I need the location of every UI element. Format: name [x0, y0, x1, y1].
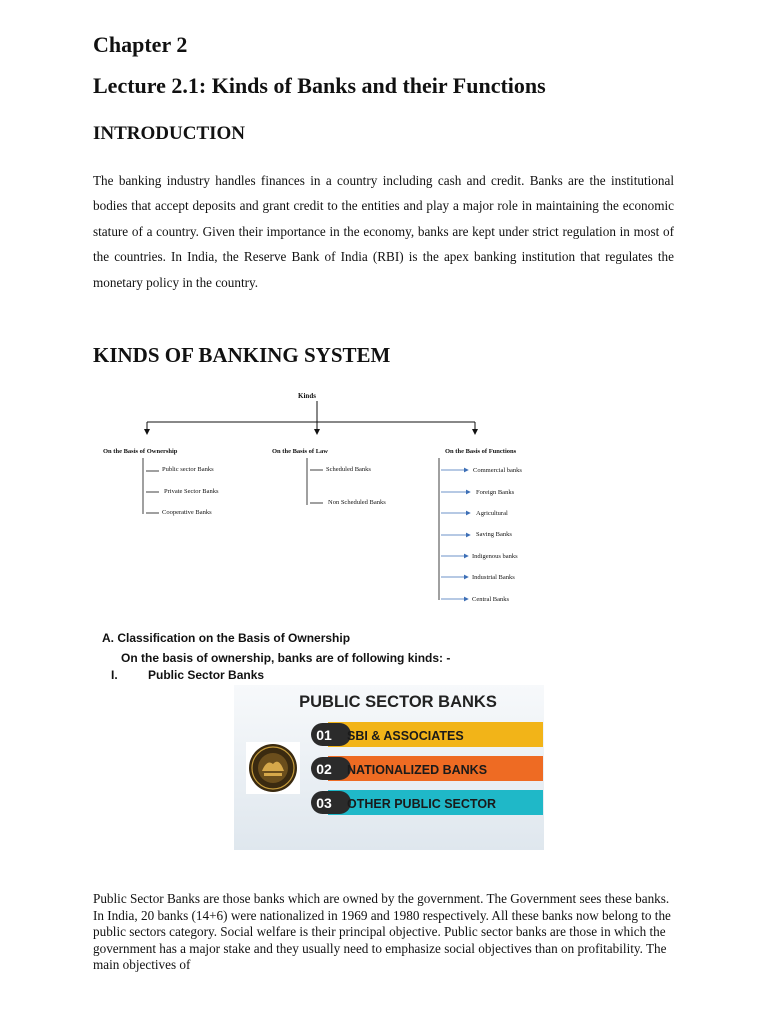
- psb-row-2-label: NATIONALIZED BANKS: [347, 763, 488, 777]
- classification-a-item-title: Public Sector Banks: [148, 668, 265, 682]
- kinds-heading: KINDS OF BANKING SYSTEM: [93, 343, 391, 367]
- classification-a-subtitle: On the basis of ownership, banks are of following kinds: -: [121, 651, 451, 665]
- diagram-item-foreign: Foreign Banks: [476, 489, 515, 496]
- classification-a-heading: A. Classification on the Basis of Ownership: [102, 631, 351, 645]
- psb-row-3-label: OTHER PUBLIC SECTOR: [347, 797, 497, 811]
- public-sector-banks-paragraph: Public Sector Banks are those banks which are owned by the government. The Government sees these banks. In India, 20 banks (14+6) were nationalized in 1969 and 1980 respectively. All these banks now belong to the public sectors category. Social welfare is their principal objective. Public sector banks are those in which the government has a major stake and they usually need to emphasize social objectives than on profitability. The main objectives of: [93, 891, 671, 973]
- diagram-item-cooperative: Cooperative Banks: [162, 509, 212, 516]
- public-sector-banks-graphic: [234, 685, 544, 850]
- diagram-branch-ownership: On the Basis of Ownership: [103, 448, 178, 455]
- introduction-heading: INTRODUCTION: [93, 123, 246, 144]
- psb-row-1-number: 01: [316, 727, 332, 743]
- diagram-item-non-scheduled: Non Scheduled Banks: [328, 499, 386, 506]
- lecture-heading: Lecture 2.1: Kinds of Banks and their Functions: [93, 73, 546, 98]
- chapter-heading: Chapter 2: [93, 32, 188, 57]
- psb-row-2-number: 02: [316, 761, 332, 777]
- diagram-branch-functions: On the Basis of Functions: [445, 448, 517, 455]
- diagram-item-public-sector: Public sector Banks: [162, 466, 214, 473]
- banking-kinds-diagram: [92, 384, 540, 606]
- introduction-paragraph: The banking industry handles finances in a country including cash and credit. Banks are the institutional bodies that accept deposits and grant credit to the entities and play a major role in maintaining the economic stature of a country. Given their importance in the economy, banks are kept under strict regulation in most of the countries. In India, the Reserve Bank of India (RBI) is the apex banking institution that regulates the monetary policy in the country.: [93, 173, 674, 290]
- diagram-branch-law: On the Basis of Law: [272, 448, 328, 455]
- diagram-item-central: Central Banks: [472, 596, 510, 603]
- diagram-item-scheduled: Scheduled Banks: [326, 466, 371, 473]
- rbi-emblem-icon: [246, 742, 300, 794]
- psb-row-3-number: 03: [316, 795, 332, 811]
- classification-a-item-number: I.: [111, 668, 118, 682]
- diagram-item-indigenous: Indigenous banks: [472, 553, 518, 560]
- psb-graphic-title: PUBLIC SECTOR BANKS: [299, 693, 497, 711]
- diagram-item-agricultural: Agricultural: [476, 510, 508, 517]
- diagram-item-industrial: Industrial Banks: [472, 574, 515, 581]
- diagram-item-commercial: Commercial banks: [473, 467, 522, 474]
- psb-row-1-label: SBI & ASSOCIATES: [347, 729, 464, 743]
- diagram-item-private-sector: Private Sector Banks: [164, 488, 219, 495]
- diagram-root-label: Kinds: [298, 392, 316, 400]
- diagram-item-saving: Saving Banks: [476, 531, 512, 538]
